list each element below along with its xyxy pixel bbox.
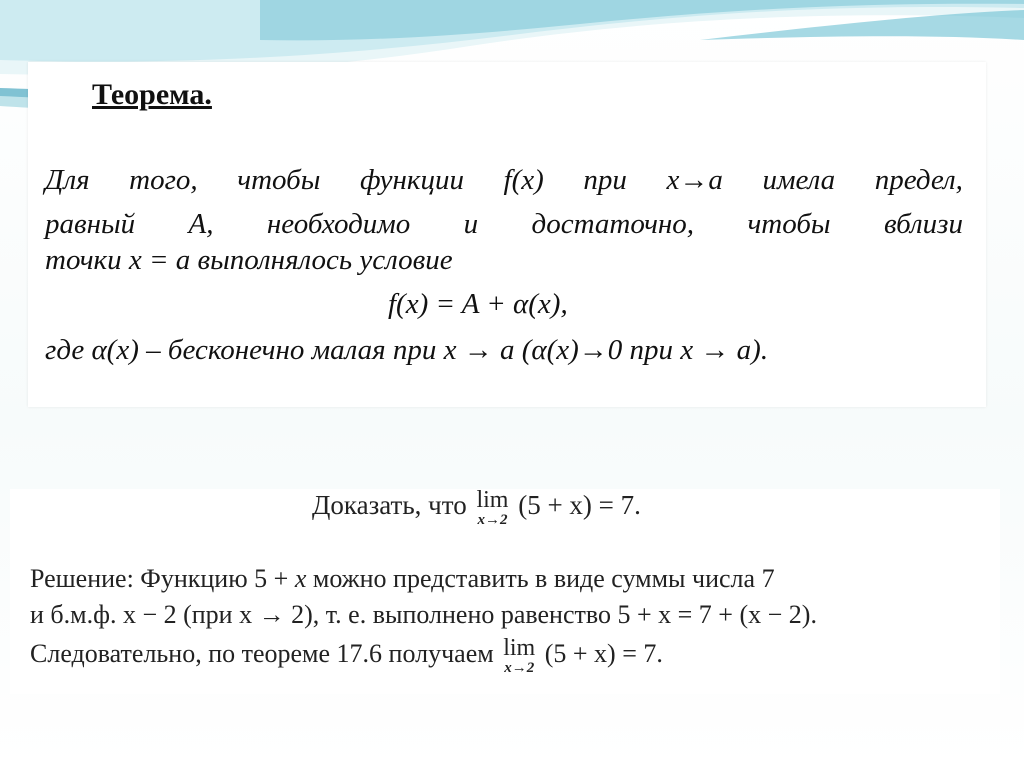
word: необходимо <box>266 207 411 240</box>
word: предел, <box>874 163 963 196</box>
solution-text: Следовательно, по теореме 17.6 получаем <box>30 638 494 668</box>
limit-notation <box>503 636 535 676</box>
word: того, <box>129 163 198 196</box>
word: достаточно, <box>531 207 695 240</box>
solution-text: Решение: Функцию 5 + <box>30 564 295 593</box>
word: при <box>583 163 627 196</box>
solution-line-1 <box>30 564 775 594</box>
task-prefix: Доказать, что <box>312 490 467 521</box>
word: вблизи <box>883 207 963 240</box>
word: f(x) <box>503 163 544 196</box>
word: чтобы <box>747 207 831 240</box>
solution-line-2: и б.м.ф. x − 2 (при x → 2), т. е. выполнено равенство 5 + x = 7 + (x − 2). <box>30 600 817 629</box>
theorem-title: Теорема. <box>92 78 212 111</box>
lim-word: lim <box>503 635 536 661</box>
theorem-line-5: где α(x) – бесконечно малая при x → a (α(x)→0 при x → a). <box>45 334 769 366</box>
word: и <box>463 207 479 240</box>
theorem-line-2 <box>45 202 963 246</box>
solution-expression: (5 + x) = 7. <box>544 638 663 668</box>
theorem-line-1 <box>45 158 963 202</box>
theorem-text-block <box>45 158 963 246</box>
word: A, <box>188 207 214 240</box>
task-expression: (5 + x) = 7. <box>518 490 641 521</box>
lim-word: lim <box>476 487 509 513</box>
lim-subscript: x→2 <box>504 660 535 676</box>
word: x→a <box>666 163 723 196</box>
word: имела <box>762 163 836 196</box>
example-task <box>312 488 641 528</box>
lim-subscript: x→2 <box>477 512 508 528</box>
theorem-line-3: точки x = a выполнялось условие <box>45 244 453 276</box>
word: Для <box>45 163 90 196</box>
limit-notation <box>476 488 508 528</box>
solution-text: можно представить в виде суммы числа 7 <box>306 564 775 593</box>
solution-line-3 <box>30 636 663 676</box>
word: функции <box>360 163 464 196</box>
solution-variable: x <box>294 564 307 593</box>
word: чтобы <box>237 163 321 196</box>
word: равный <box>45 207 136 240</box>
theorem-formula: f(x) = A + α(x), <box>388 288 568 320</box>
